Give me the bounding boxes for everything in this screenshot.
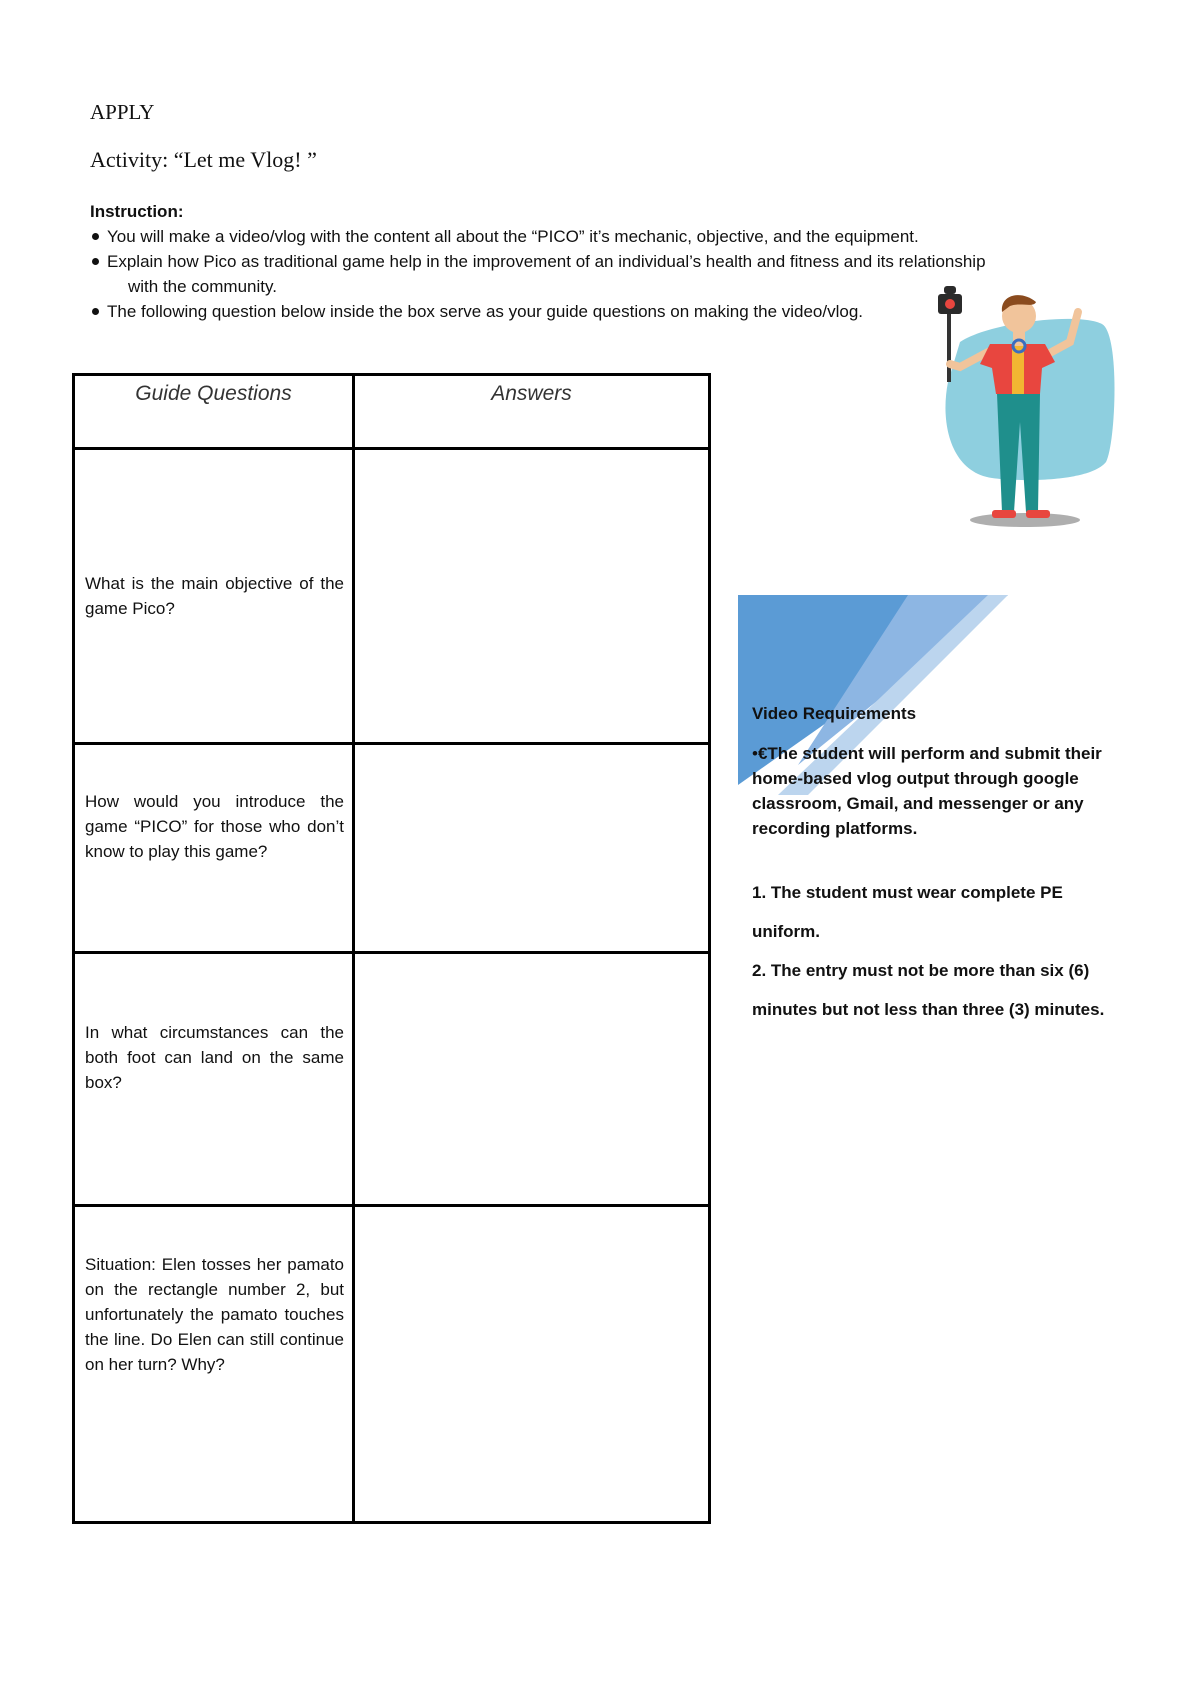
answer-cell[interactable] bbox=[354, 744, 710, 953]
answer-cell[interactable] bbox=[354, 953, 710, 1206]
video-requirements bbox=[752, 701, 1132, 1029]
requirement-item-1: 1. The student must wear complete PE uniform. bbox=[752, 883, 1063, 941]
table-row bbox=[74, 449, 710, 744]
answer-cell[interactable] bbox=[354, 449, 710, 744]
selfie-stick bbox=[947, 312, 951, 382]
video-requirements-heading: Video Requirements bbox=[752, 704, 917, 723]
header-answers: Answers bbox=[354, 375, 710, 449]
question-cell bbox=[74, 744, 354, 953]
instruction-item-1: You will make a video/vlog with the content all about the “PICO” it’s mechanic, objective, and the equipment. bbox=[90, 224, 1110, 249]
question-cell bbox=[74, 1206, 354, 1523]
instruction-item-2-text: Explain how Pico as traditional game help in the improvement of an individual’s health and fitness and its relationship bbox=[107, 252, 986, 271]
header-guide-questions: Guide Questions bbox=[74, 375, 354, 449]
camera-lens bbox=[945, 299, 955, 309]
lead-text: The student will perform and submit their home-based vlog output through google classroom, Gmail, and messenger or any recording platforms. bbox=[752, 744, 1102, 838]
question-text: Situation: Elen tosses her pamato on the rectangle number 2, but unfortunately the pamato touches the line. Do Elen can still continue on her turn? Why? bbox=[85, 1254, 344, 1374]
instruction-item-2-continued: with the community. bbox=[128, 277, 277, 296]
camera-mic bbox=[944, 286, 956, 294]
requirement-list bbox=[752, 873, 1132, 1029]
right-shoe bbox=[1026, 510, 1050, 518]
requirement-item-2: 2. The entry must not be more than six (6) minutes but not less than three (3) minutes. bbox=[752, 961, 1105, 1019]
question-cell bbox=[74, 953, 354, 1206]
guide-questions-table bbox=[72, 373, 711, 1524]
table-row bbox=[74, 1206, 710, 1523]
lead-prefix: € bbox=[757, 744, 768, 763]
question-text: What is the main objective of the game Pico? bbox=[85, 574, 344, 618]
table-header-row bbox=[74, 375, 710, 449]
answer-cell[interactable] bbox=[354, 1206, 710, 1523]
table-row bbox=[74, 953, 710, 1206]
left-shoe bbox=[992, 510, 1016, 518]
instructions-label: Instruction: bbox=[90, 202, 184, 221]
question-text: In what circumstances can the both foot can land on the same box? bbox=[85, 1022, 344, 1092]
table-row bbox=[74, 744, 710, 953]
instruction-item-3: The following question below inside the box serve as your guide questions on making the video/vlog. bbox=[90, 299, 1110, 324]
video-requirements-lead: •€The student will perform and submit their home-based vlog output through google classroom, Gmail, and messenger or any recording platforms. bbox=[752, 744, 1102, 838]
question-text: How would you introduce the game “PICO” for those who don’t know to play this game? bbox=[85, 791, 344, 861]
vlogger-illustration bbox=[930, 272, 1120, 532]
floor-shadow bbox=[970, 513, 1080, 527]
question-cell bbox=[74, 449, 354, 744]
section-title: APPLY bbox=[90, 100, 155, 124]
activity-title: Activity: “Let me Vlog! ” bbox=[90, 147, 317, 172]
